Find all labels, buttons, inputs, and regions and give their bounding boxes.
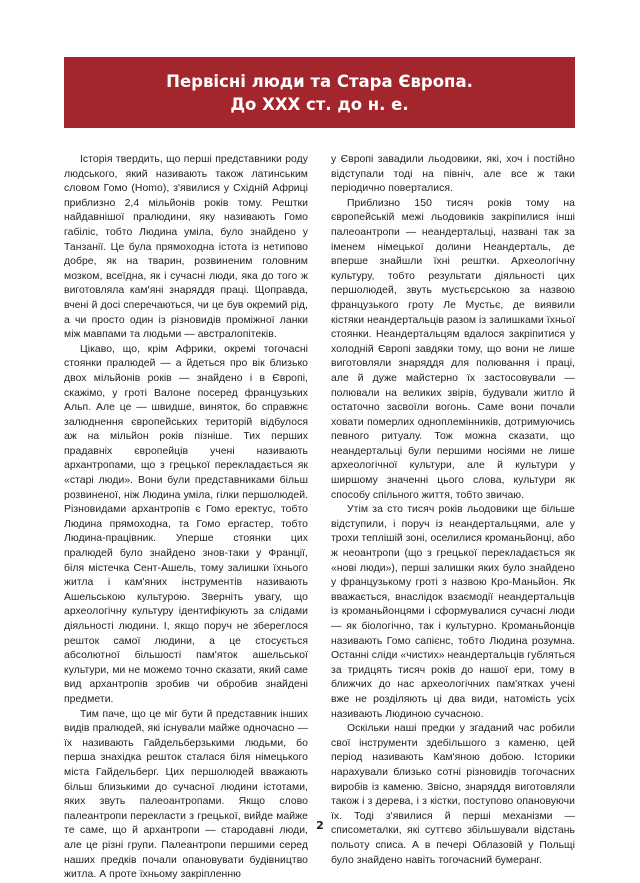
page-title-line-1: Первісні люди та Стара Європа. xyxy=(166,71,473,91)
page-title-line-2: До XXX ст. до н. е. xyxy=(230,94,409,114)
paragraph: Цікаво, що, крім Африки, окремі тогочасні стоянки пралюдей — а йдеться про вік близько двох мільйонів років — знайдено і в Європі, скажімо, у гроті Валоне посеред французьких Альп. Але це — швидше, виняток, бо справжнє залюднення європейських територій відбулося аж на мільйон років пізніше. Тих перших прадавніх європейців учені називають архантропами, що з грецької перекладається як «старі люди». Вони були представниками більш розвиненої, ніж Людина уміла, гілки першолюдей. Різновидами архантропів є Гомо еректус, тобто Людина прямоходна, та Гомо ергастер, тобто Людина-працівник. Уперше стоянки цих пралюдей було знайдено знов-таки у Франції, біля містечка Сент-Ашель, тому залишки їхнього житла і кам'яних інструментів називають Ашельською культурою. Зверніть увагу, що археологічну культуру ідентифікують за слідами діяльності людини. І, якщо поруч не збереглося решток самої людини, а це стосується абсолютної більшості пам'яток ашельської культури, ми не можемо точно сказати, який саме вид архантропів зробив чи обробив знайдені предмети. xyxy=(64,343,308,705)
page-number: 2 xyxy=(316,819,324,832)
paragraph: Приблизно 150 тисяч років тому на європейській межі льодовиків закріпилися інші палеоантропи — неандертальці, названі так за іменем німецької долини Неандерталь, де вперше знайшли їхні рештки. Археологічну культуру, тобто результати діяльності цих першолюдей, звуть мустьєрською за назвою французького гроту Ле Мустьє, де виявили кістяки неандертальців разом із залишками їхньої стоянки. Неандертальцям вдалося закріпитися у холодній Європі завдяки тому, що вони не лише виготовляли знаряддя для полювання і праці, але й дуже майстерно їх застосовували — полювали на великих звірів, будували житло й остаточно засвоїли вогонь. Саме вони почали ховати померлих одноплемінників, дотримуючись певного ритуалу. Тож можна сказати, що неандертальці були першими носіями не лише археологічної культури, але й культури у ширшому значенні цього слова, культури як способу спільного життя, тобто звичаю. xyxy=(331,197,575,501)
paragraph: Утім за сто тисяч років льодовики ще більше відступили, і поруч із неандертальцями, але у трохи теплішій зоні, оселилися кроманьйонці, або ж неоантропи (що з грецької перекладається як «нові люди»), перші залишки яких було знайдено у французькому гроті з назвою Кро-Маньйон. Як вважається, внаслідок взаємодії неандертальців із кроманьйонцями і сформувалися сучасні люди — як біологічно, так і культурно. Кроманьйонців називають Гомо сапієнс, тобто Людина розумна. Останні сліди «чистих» неандертальців губляться за тридцять тисяч років до нашої ери, тому в ближчих до нас археологічних пам'ятках учені вже не розділяють ці два види, натомість усіх називають Людиною сучасною. xyxy=(331,504,575,720)
paragraph: Історія твердить, що перші представники роду людського, який називають також латинським словом Гомо (Homo), з'явилися у Східній Африці приблизно 2,4 мільйонів років тому. Рештки найдавнішої пралюдини, яку називають Гомо габіліс, тобто Людина уміла, було знайдено у Танзанії. Це була прямоходна істота із нетипово добре, як на тварин, розвиненим головним мозком, всеїдна, як і сучасні люди, яка до того ж виготовляла кам'яні знаряддя праці. Щоправда, вчені й досі сперечаються, чи це був окремий рід, а чи просто один із різновидів проміжної ланки між мавпами та людьми — австралопітеків. xyxy=(64,154,308,341)
left-text-column xyxy=(64,153,308,883)
paragraph-continued: у Європі завадили льодовики, які, хоч і постійно відступали тоді на північ, але все ж таки періодично поверталися. xyxy=(331,154,575,195)
right-text-column xyxy=(331,153,575,868)
title-banner xyxy=(64,57,575,128)
paragraph: Тим паче, що це міг бути й представник інших видів пралюдей, які існували майже одночасно — їх називають Гайдельберзькими людьми, бо перша знахідка решток сталася біля німецького міста Гайдельберг. Цих першолюдей вважають більш близькими до сучасної людини істотами, яких звуть палеоантропами. Якщо слово палеантропи перекласти з грецької, вийде майже те саме, що й архантропи — стародавні люди, але це різні групи. Палеантропи першими серед наших предків почали опановувати будівництво житла. А проте їхньому закріпленню xyxy=(64,708,308,881)
paragraph: Оскільки наші предки у згаданий час робили свої інструменти здебільшого з каменю, цей період називають Кам'яною добою. Історики нарахували близько сотні різновидів тогочасних виробів із каменю. Звісно, знаряддя виготовляли також і з дерева, і з кістки, поступово опановуючи їх. Тоді з'явилися й перші механізми — списометалки, які суттєво збільшували відстань польоту списа. А в печері Облазовій у Польщі було знайдено навіть тогочасний бумеранг. xyxy=(331,723,575,866)
